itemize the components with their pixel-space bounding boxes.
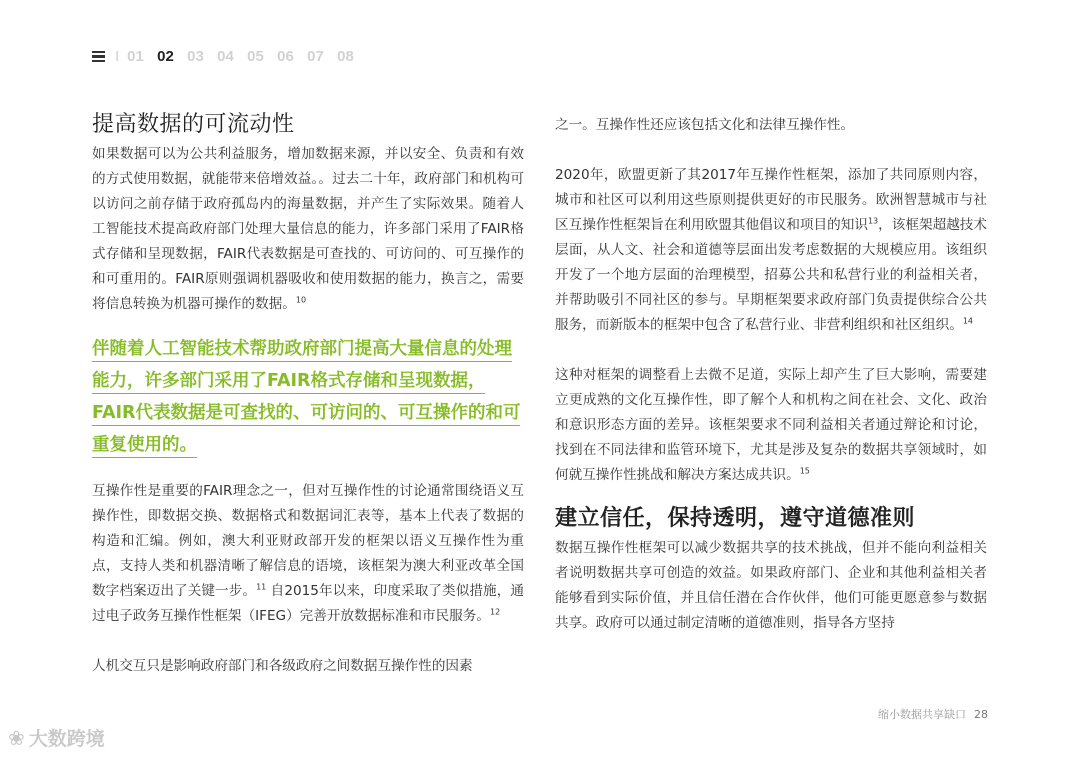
paragraph-text: 这种对框架的调整看上去微不足道，实际上却产生了巨大影响，需要建立更成熟的文化互操作性，即了解个人和机构之间在社会、文化、政治和意识形态方面的差异。该框架要求不同利益相关者通过辩论和讨论，找到在不同法律和监管环境下，尤其是涉及复杂的数据共享领域时，如何就互操作性挑战和解决方案达成共识。 (555, 367, 987, 483)
nav-item-03[interactable]: 03 (187, 48, 204, 65)
paragraph-cultural-interop (555, 363, 987, 488)
watermark (8, 724, 105, 751)
pull-quote (92, 333, 522, 461)
nav-item-08[interactable]: 08 (337, 48, 354, 65)
nav-item-01[interactable]: 01 (127, 48, 144, 65)
footer-title: 缩小数据共享缺口 (878, 708, 966, 721)
footnote-ref[interactable]: 15 (799, 466, 810, 476)
pull-quote-text: 伴随着人工智能技术帮助政府部门提高大量信息的处理能力，许多部门采用了FAIR格式存储和呈现数据，FAIR代表数据是可查找的、可访问的、可互操作的和可重复使用的。 (92, 339, 520, 458)
footnote-ref[interactable]: 13 (867, 216, 879, 226)
right-column (555, 113, 987, 636)
paragraph-human-machine: 人机交互只是影响政府部门和各级政府之间数据互操作性的因素 (92, 658, 473, 674)
paragraph-text: 互操作性是重要的FAIR理念之一，但对互操作性的讨论通常围绕语义互操作性，即数据交换、数据格式和数据词汇表等，基本上代表了数据的构造和汇编。例如，澳大利亚财政部开发的框架以语义互操作性为重点，支持人类和机器清晰了解信息的语境，该框架为澳大利亚改革全国数字档案迈出了关键一步。 (92, 483, 524, 599)
left-column (92, 108, 524, 679)
footnote-ref[interactable]: 12 (489, 607, 501, 617)
footnote-ref[interactable]: 10 (295, 295, 307, 305)
watermark-text: 大数跨境 (28, 728, 105, 750)
nav-separator: I (115, 48, 120, 65)
paragraph-interoperability (92, 479, 524, 629)
section-nav (92, 48, 367, 65)
paragraph-text: 如果数据可以为公共利益服务，增加数据来源，并以安全、负责和有效的方式使用数据，就能带来倍增效益。。过去二十年，政府部门和机构可以访问之前存储于政府孤岛内的海量数据，并产生了实际效果。随着人工智能技术提高政府部门处理大量信息的能力，许多部门采用了FAIR格式存储和呈现数据，FAIR代表数据是可查找的、可访问的、可互操作的和可重用的。FAIR原则强调机器吸收和使用数据的能力，换言之，需要将信息转换为机器可操作的数据。 (92, 146, 524, 312)
section-heading: 建立信任，保持透明，遵守道德准则 (555, 506, 916, 531)
nav-item-04[interactable]: 04 (217, 48, 234, 65)
page-number: 28 (974, 708, 988, 721)
paragraph-eu-framework (555, 163, 987, 338)
menu-icon[interactable] (92, 51, 105, 63)
paragraph-text: ，该框架超越技术层面，从人文、社会和道德等层面出发考虑数据的大规模应用。该组织开发了一个地方层面的治理模型，招募公共和私营行业的利益相关者，并帮助吸引不同社区的参与。早期框架要求政府部门负责提供综合公共服务，而新版本的框架中包含了私营行业、非营利组织和社区组织。 (555, 217, 988, 333)
page-footer (878, 706, 988, 722)
footnote-ref[interactable]: 14 (962, 316, 973, 326)
paragraph-text: 2020年，欧盟更新了其2017年互操作性框架，添加了共同原则内容，城市和社区可以利用这些原则提供更好的市民服务。欧洲智慧城市与社区互操作性框架旨在利用欧盟其他倡议和项目的知识 (555, 167, 987, 233)
paragraph-trust: 数据互操作性框架可以减少数据共享的技术挑战，但并不能向利益相关者说明数据共享可创造的效益。如果政府部门、企业和其他利益相关者能够看到实际价值，并且信任潜在合作伙伴，他们可能更愿意参与数据共享。政府可以通过制定清晰的道德准则，指导各方坚持 (555, 540, 987, 631)
paragraph-continuation: 之一。互操作性还应该包括文化和法律互操作性。 (555, 117, 855, 133)
paragraph-text: 自2015年以来，印度采取了类似措施，通过电子政务互操作性框架（IFEG）完善开放数据标准和市民服务。 (92, 583, 524, 624)
watermark-logo-icon: ❀ (8, 725, 25, 750)
nav-item-07[interactable]: 07 (307, 48, 324, 65)
nav-item-06[interactable]: 06 (277, 48, 294, 65)
paragraph-data-flow (92, 142, 524, 317)
footnote-ref[interactable]: 11 (256, 582, 267, 592)
section-heading: 提高数据的可流动性 (92, 112, 295, 137)
nav-item-05[interactable]: 05 (247, 48, 264, 65)
nav-item-02[interactable]: 02 (157, 48, 174, 65)
